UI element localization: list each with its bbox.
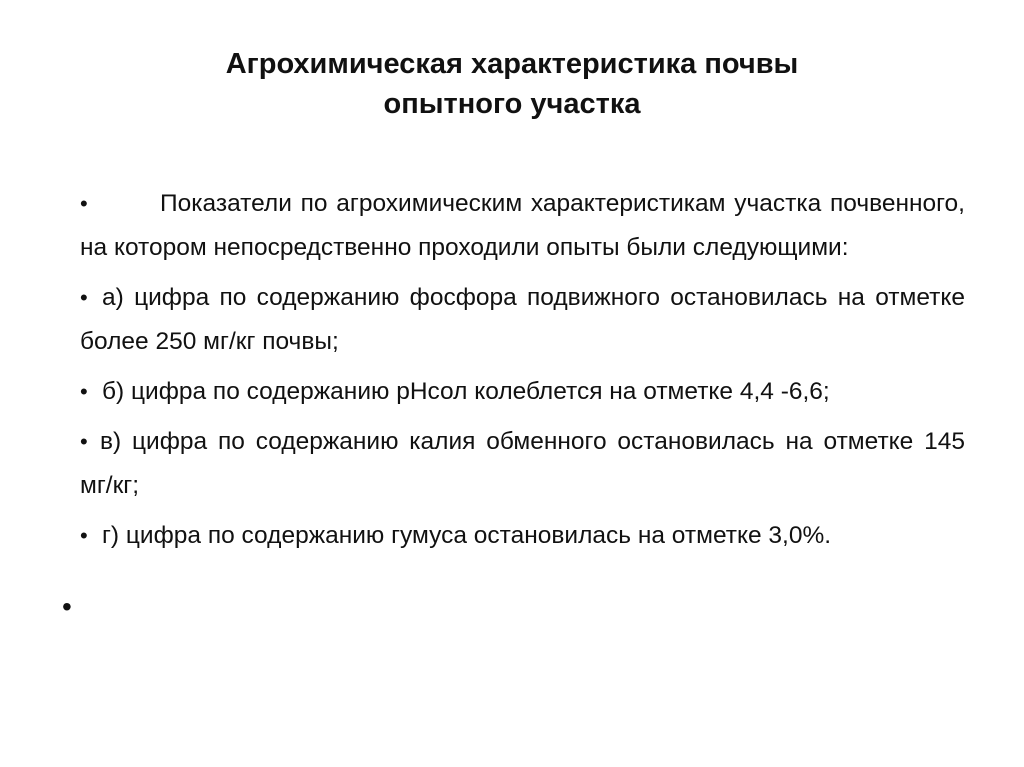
list-item: [80, 370, 965, 414]
slide-title-line-1: Агрохимическая характеристика почвы: [225, 48, 799, 80]
slide-body: [80, 182, 965, 564]
list-item: [80, 514, 965, 558]
empty-bullet-icon: •: [62, 591, 72, 622]
bullet-icon: •: [80, 523, 88, 548]
list-item: [80, 420, 965, 508]
list-item-text: Показатели по агрохимическим характеристикам участка почвенного, на котором непосредственно проходили опыты были следующими:: [80, 190, 965, 261]
slide-title-line-2: опытного участка: [383, 88, 641, 120]
bullet-icon: •: [80, 429, 88, 454]
bullet-icon: •: [80, 191, 88, 216]
bullet-icon: •: [80, 285, 88, 310]
list-item-text: г) цифра по содержанию гумуса остановилась на отметке 3,0%.: [102, 522, 832, 549]
bullet-icon: •: [80, 379, 88, 404]
list-item-text: а) цифра по содержанию фосфора подвижного остановилась на отметке более 250 мг/кг почвы;: [80, 284, 965, 355]
list-item-text: б) цифра по содержанию рНсол колеблется на отметке 4,4 -6,6;: [102, 378, 830, 405]
list-item: [80, 182, 965, 270]
list-item: [80, 276, 965, 364]
slide-title: [100, 44, 924, 124]
list-item-text: в) цифра по содержанию калия обменного остановилась на отметке 145 мг/кг;: [80, 428, 965, 499]
